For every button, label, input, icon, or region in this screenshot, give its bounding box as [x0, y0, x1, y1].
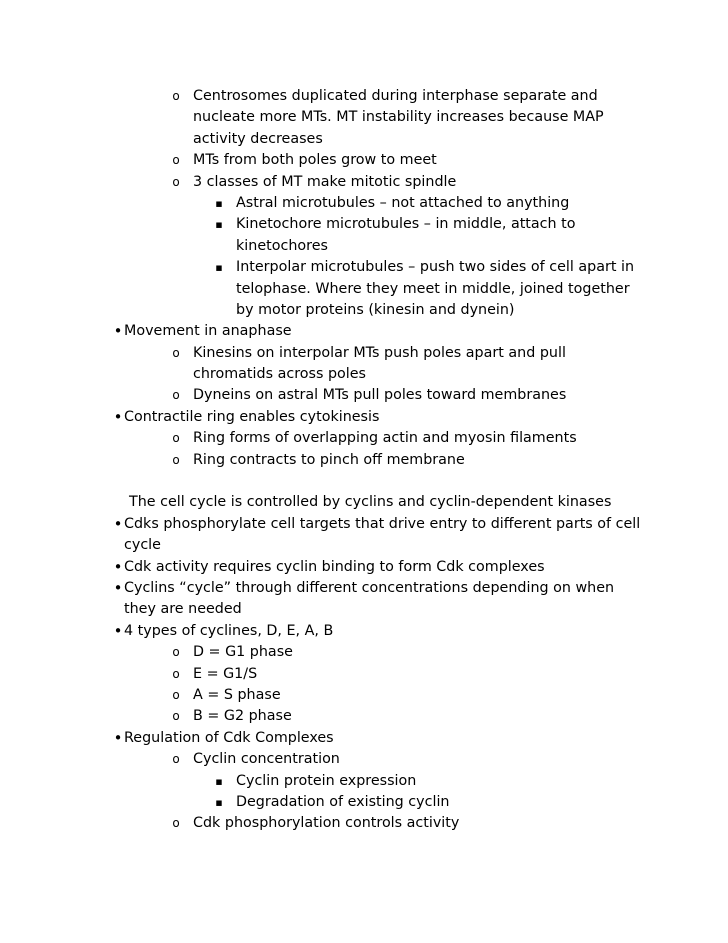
- circle-bullet-icon: o: [172, 431, 180, 446]
- list-line: [0, 813, 728, 834]
- list-line: [0, 771, 728, 792]
- line-text: Dyneins on astral MTs pull poles toward membranes: [193, 387, 567, 404]
- list-line: [0, 514, 728, 535]
- line-text: by motor proteins (kinesin and dynein): [236, 301, 515, 318]
- square-bullet-icon: ▪: [215, 261, 223, 275]
- line-text: Cyclin concentration: [193, 751, 340, 768]
- line-text: A = S phase: [193, 686, 281, 703]
- circle-bullet-icon: o: [172, 752, 180, 767]
- circle-bullet-icon: o: [172, 816, 180, 831]
- square-bullet-icon: ▪: [215, 218, 223, 232]
- bullet-icon: •: [113, 578, 123, 597]
- line-text: Cdks phosphorylate cell targets that drive entry to different parts of cell: [124, 515, 641, 532]
- circle-bullet-icon: o: [172, 666, 180, 681]
- line-text: 4 types of cyclines, D, E, A, B: [124, 622, 334, 639]
- list-line: [0, 150, 728, 171]
- list-line: [0, 599, 728, 620]
- list-line: [0, 129, 728, 150]
- bullet-icon: •: [113, 728, 123, 747]
- list-line: [0, 535, 728, 556]
- list-line: [0, 236, 728, 257]
- circle-bullet-icon: o: [172, 89, 180, 103]
- square-bullet-icon: ▪: [215, 196, 223, 210]
- line-text: D = G1 phase: [193, 644, 293, 661]
- circle-bullet-icon: o: [172, 645, 180, 660]
- line-text: Interpolar microtubules – push two sides of cell apart in: [236, 259, 635, 276]
- document-page: [0, 86, 728, 835]
- list-line: [0, 279, 728, 300]
- line-text: Kinetochore microtubules – in middle, attach to: [236, 216, 576, 233]
- line-text: they are needed: [124, 601, 242, 618]
- list-line: [0, 407, 728, 428]
- list-line: [0, 214, 728, 235]
- line-text: Degradation of existing cyclin: [236, 793, 450, 810]
- list-line: [0, 578, 728, 599]
- list-line: [0, 685, 728, 706]
- list-line: [0, 385, 728, 406]
- line-text: Movement in anaphase: [124, 323, 292, 340]
- line-text: cycle: [124, 537, 161, 554]
- line-text: Astral microtubules – not attached to anything: [236, 194, 570, 211]
- list-line: [0, 557, 728, 578]
- list-line: [0, 343, 728, 364]
- circle-bullet-icon: o: [172, 687, 180, 702]
- line-text: Ring forms of overlapping actin and myosin filaments: [193, 430, 577, 447]
- line-text: telophase. Where they meet in middle, joined together: [236, 280, 630, 297]
- line-text: Contractile ring enables cytokinesis: [124, 408, 380, 425]
- square-bullet-icon: ▪: [215, 774, 223, 788]
- line-text: Regulation of Cdk Complexes: [124, 729, 334, 746]
- list-line: [0, 364, 728, 385]
- line-text: Cdk activity requires cyclin binding to form Cdk complexes: [124, 558, 545, 575]
- list-line: [0, 642, 728, 663]
- circle-bullet-icon: o: [172, 174, 180, 189]
- line-text: Ring contracts to pinch off membrane: [193, 451, 465, 468]
- line-text: nucleate more MTs. MT instability increases because MAP: [193, 109, 604, 126]
- line-text: kinetochores: [236, 237, 328, 254]
- list-line: [0, 107, 728, 128]
- line-text: Centrosomes duplicated during interphase separate and: [193, 88, 598, 104]
- list-line: [0, 300, 728, 321]
- list-line: [0, 257, 728, 278]
- list-line: [0, 428, 728, 449]
- list-line: [0, 621, 728, 642]
- bullet-icon: •: [113, 514, 123, 533]
- circle-bullet-icon: o: [172, 345, 180, 360]
- line-text: 3 classes of MT make mitotic spindle: [193, 173, 457, 190]
- line-text: activity decreases: [193, 130, 323, 147]
- bullet-icon: •: [113, 407, 123, 426]
- line-text: MTs from both poles grow to meet: [193, 152, 437, 169]
- list-line: [0, 792, 728, 813]
- circle-bullet-icon: o: [172, 709, 180, 724]
- list-line: [0, 450, 728, 471]
- line-text: The cell cycle is controlled by cyclins and cyclin-dependent kinases: [129, 494, 612, 511]
- line-text: chromatids across poles: [193, 366, 366, 383]
- line-text: Cyclin protein expression: [236, 772, 417, 789]
- circle-bullet-icon: o: [172, 153, 180, 168]
- line-text: Kinesins on interpolar MTs push poles apart and pull: [193, 344, 566, 361]
- list-line: [0, 728, 728, 749]
- list-line: [0, 706, 728, 727]
- bullet-icon: •: [113, 621, 123, 640]
- line-text: B = G2 phase: [193, 708, 292, 725]
- list-line: [0, 321, 728, 342]
- heading-line: [0, 492, 728, 513]
- square-bullet-icon: ▪: [215, 795, 223, 809]
- bullet-icon: •: [113, 557, 123, 576]
- line-text: Cdk phosphorylation controls activity: [193, 815, 460, 832]
- circle-bullet-icon: o: [172, 388, 180, 403]
- line-text: Cyclins “cycle” through different concentrations depending on when: [124, 579, 615, 596]
- list-line: [0, 664, 728, 685]
- circle-bullet-icon: o: [172, 452, 180, 467]
- list-line: [0, 172, 728, 193]
- bullet-icon: •: [113, 322, 123, 341]
- heading-line: [0, 471, 728, 492]
- list-line: [0, 193, 728, 214]
- list-line: [0, 749, 728, 770]
- line-text: E = G1/S: [193, 665, 258, 682]
- list-line: [0, 86, 728, 107]
